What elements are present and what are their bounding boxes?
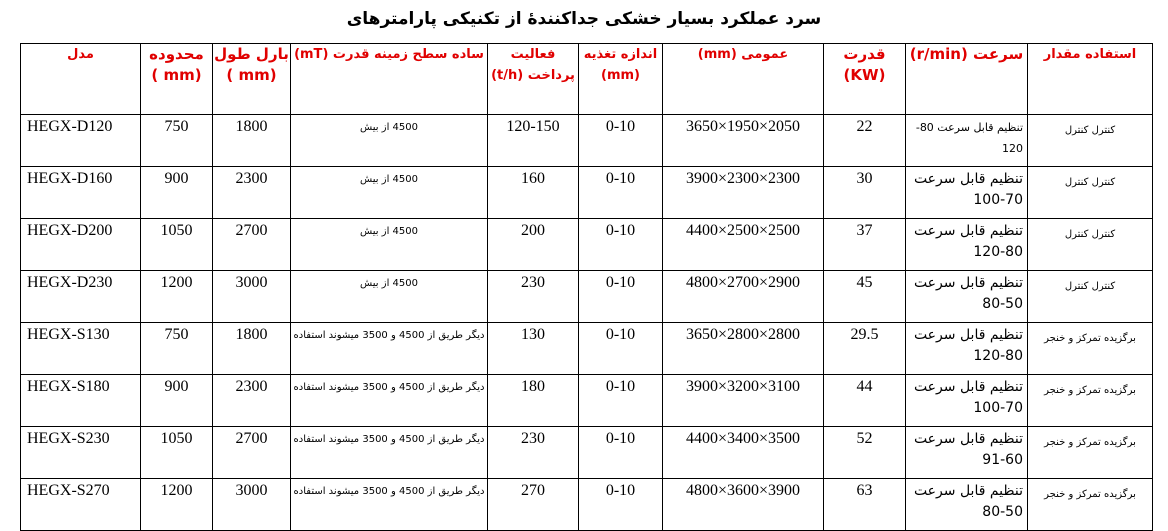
cell-capacity: 230 <box>488 427 579 479</box>
header-power-kw: قدرت (KW) <box>824 44 906 115</box>
cell-feed: 0-10 <box>579 323 663 375</box>
header-power-surface: ساده سطح زمینه قدرت (mT) <box>291 44 488 115</box>
cell-length: 2300 <box>213 375 291 427</box>
table-row <box>21 375 1153 427</box>
cell-speed: تنظیم قابل سرعت 70-100 <box>906 375 1028 427</box>
header-model: مدل <box>21 44 141 115</box>
cell-power: 63 <box>824 479 906 531</box>
cell-power: 45 <box>824 271 906 323</box>
cell-power: 30 <box>824 167 906 219</box>
cell-model: HEGX-S230 <box>21 427 141 479</box>
cell-range: 750 <box>141 323 213 375</box>
cell-power: 29.5 <box>824 323 906 375</box>
cell-speed: تنظیم قابل سرعت 70-100 <box>906 167 1028 219</box>
cell-speed: تنظیم قابل سرعت 80-120 <box>906 219 1028 271</box>
cell-field: دیگر طریق از 4500 و 3500 میشوند استفاده <box>291 427 488 479</box>
cell-feed: 0-10 <box>579 271 663 323</box>
cell-usage: کنترل کنترل <box>1028 115 1153 167</box>
table-row <box>21 427 1153 479</box>
cell-usage: برگزیده تمرکز و خنجر <box>1028 375 1153 427</box>
cell-speed: تنظیم قابل سرعت 50-80 <box>906 271 1028 323</box>
cell-speed: تنظیم قابل سرعت 60-91 <box>906 427 1028 479</box>
cell-feed: 0-10 <box>579 219 663 271</box>
cell-feed: 0-10 <box>579 115 663 167</box>
table-row <box>21 115 1153 167</box>
header-feed-size: اندازه تغذیه (mm) <box>579 44 663 115</box>
cell-length: 3000 <box>213 479 291 531</box>
cell-dimensions: 4800×2700×2900 <box>663 271 824 323</box>
cell-capacity: 130 <box>488 323 579 375</box>
cell-field: دیگر طریق از 4500 و 3500 میشوند استفاده <box>291 323 488 375</box>
cell-range: 1050 <box>141 219 213 271</box>
cell-range: 900 <box>141 375 213 427</box>
cell-dimensions: 3650×2800×2800 <box>663 323 824 375</box>
cell-range: 1200 <box>141 479 213 531</box>
table-row <box>21 323 1153 375</box>
cell-field: دیگر طریق از 4500 و 3500 میشوند استفاده <box>291 479 488 531</box>
cell-power: 52 <box>824 427 906 479</box>
cell-dimensions: 3650×1950×2050 <box>663 115 824 167</box>
header-range: محدوده (mm ) <box>141 44 213 115</box>
cell-field: دیگر طریق از 4500 و 3500 میشوند استفاده <box>291 375 488 427</box>
header-dimensions: عمومی (mm) <box>663 44 824 115</box>
cell-power: 44 <box>824 375 906 427</box>
cell-model: HEGX-S130 <box>21 323 141 375</box>
cell-feed: 0-10 <box>579 479 663 531</box>
cell-length: 2300 <box>213 167 291 219</box>
table-row <box>21 167 1153 219</box>
cell-length: 1800 <box>213 115 291 167</box>
cell-usage: کنترل کنترل <box>1028 271 1153 323</box>
cell-usage: کنترل کنترل <box>1028 219 1153 271</box>
cell-capacity: 200 <box>488 219 579 271</box>
page-title: سرد عملکرد بسیار خشکی جداکنندۀ از تکنیکی پارامترهای <box>346 9 822 29</box>
cell-length: 3000 <box>213 271 291 323</box>
spec-table <box>20 43 1153 531</box>
cell-power: 37 <box>824 219 906 271</box>
cell-usage: کنترل کنترل <box>1028 167 1153 219</box>
cell-model: HEGX-D120 <box>21 115 141 167</box>
cell-dimensions: 4400×3400×3500 <box>663 427 824 479</box>
cell-model: HEGX-S180 <box>21 375 141 427</box>
cell-field: 4500 از بیش <box>291 271 488 323</box>
table-row <box>21 219 1153 271</box>
cell-usage: برگزیده تمرکز و خنجر <box>1028 479 1153 531</box>
cell-capacity: 160 <box>488 167 579 219</box>
cell-model: HEGX-D200 <box>21 219 141 271</box>
cell-dimensions: 4400×2500×2500 <box>663 219 824 271</box>
cell-field: 4500 از بیش <box>291 219 488 271</box>
cell-length: 1800 <box>213 323 291 375</box>
cell-power: 22 <box>824 115 906 167</box>
cell-capacity: 180 <box>488 375 579 427</box>
cell-range: 1200 <box>141 271 213 323</box>
cell-dimensions: 3900×3200×3100 <box>663 375 824 427</box>
cell-dimensions: 3900×2300×2300 <box>663 167 824 219</box>
cell-speed: تنظیم قابل سرعت 80-120 <box>906 323 1028 375</box>
cell-feed: 0-10 <box>579 375 663 427</box>
cell-feed: 0-10 <box>579 427 663 479</box>
cell-capacity: 270 <box>488 479 579 531</box>
cell-field: 4500 از بیش <box>291 167 488 219</box>
cell-feed: 0-10 <box>579 167 663 219</box>
cell-usage: برگزیده تمرکز و خنجر <box>1028 427 1153 479</box>
header-speed: سرعت (r/min) <box>906 44 1028 115</box>
cell-model: HEGX-D160 <box>21 167 141 219</box>
header-usage: استفاده مقدار <box>1028 44 1153 115</box>
cell-speed: تنظیم قابل سرعت 80-120 <box>906 115 1028 167</box>
cell-range: 750 <box>141 115 213 167</box>
cell-model: HEGX-S270 <box>21 479 141 531</box>
cell-length: 2700 <box>213 219 291 271</box>
table-row <box>21 271 1153 323</box>
header-row <box>21 44 1153 115</box>
header-capacity: فعالیت پرداخت (t/h) <box>488 44 579 115</box>
cell-range: 1050 <box>141 427 213 479</box>
cell-capacity: 230 <box>488 271 579 323</box>
table-row <box>21 479 1153 531</box>
cell-dimensions: 4800×3600×3900 <box>663 479 824 531</box>
cell-capacity: 120-150 <box>488 115 579 167</box>
cell-model: HEGX-D230 <box>21 271 141 323</box>
cell-length: 2700 <box>213 427 291 479</box>
cell-field: 4500 از بیش <box>291 115 488 167</box>
cell-range: 900 <box>141 167 213 219</box>
header-barrel-length: بارل طول (mm ) <box>213 44 291 115</box>
cell-usage: برگزیده تمرکز و خنجر <box>1028 323 1153 375</box>
cell-speed: تنظیم قابل سرعت 50-80 <box>906 479 1028 531</box>
